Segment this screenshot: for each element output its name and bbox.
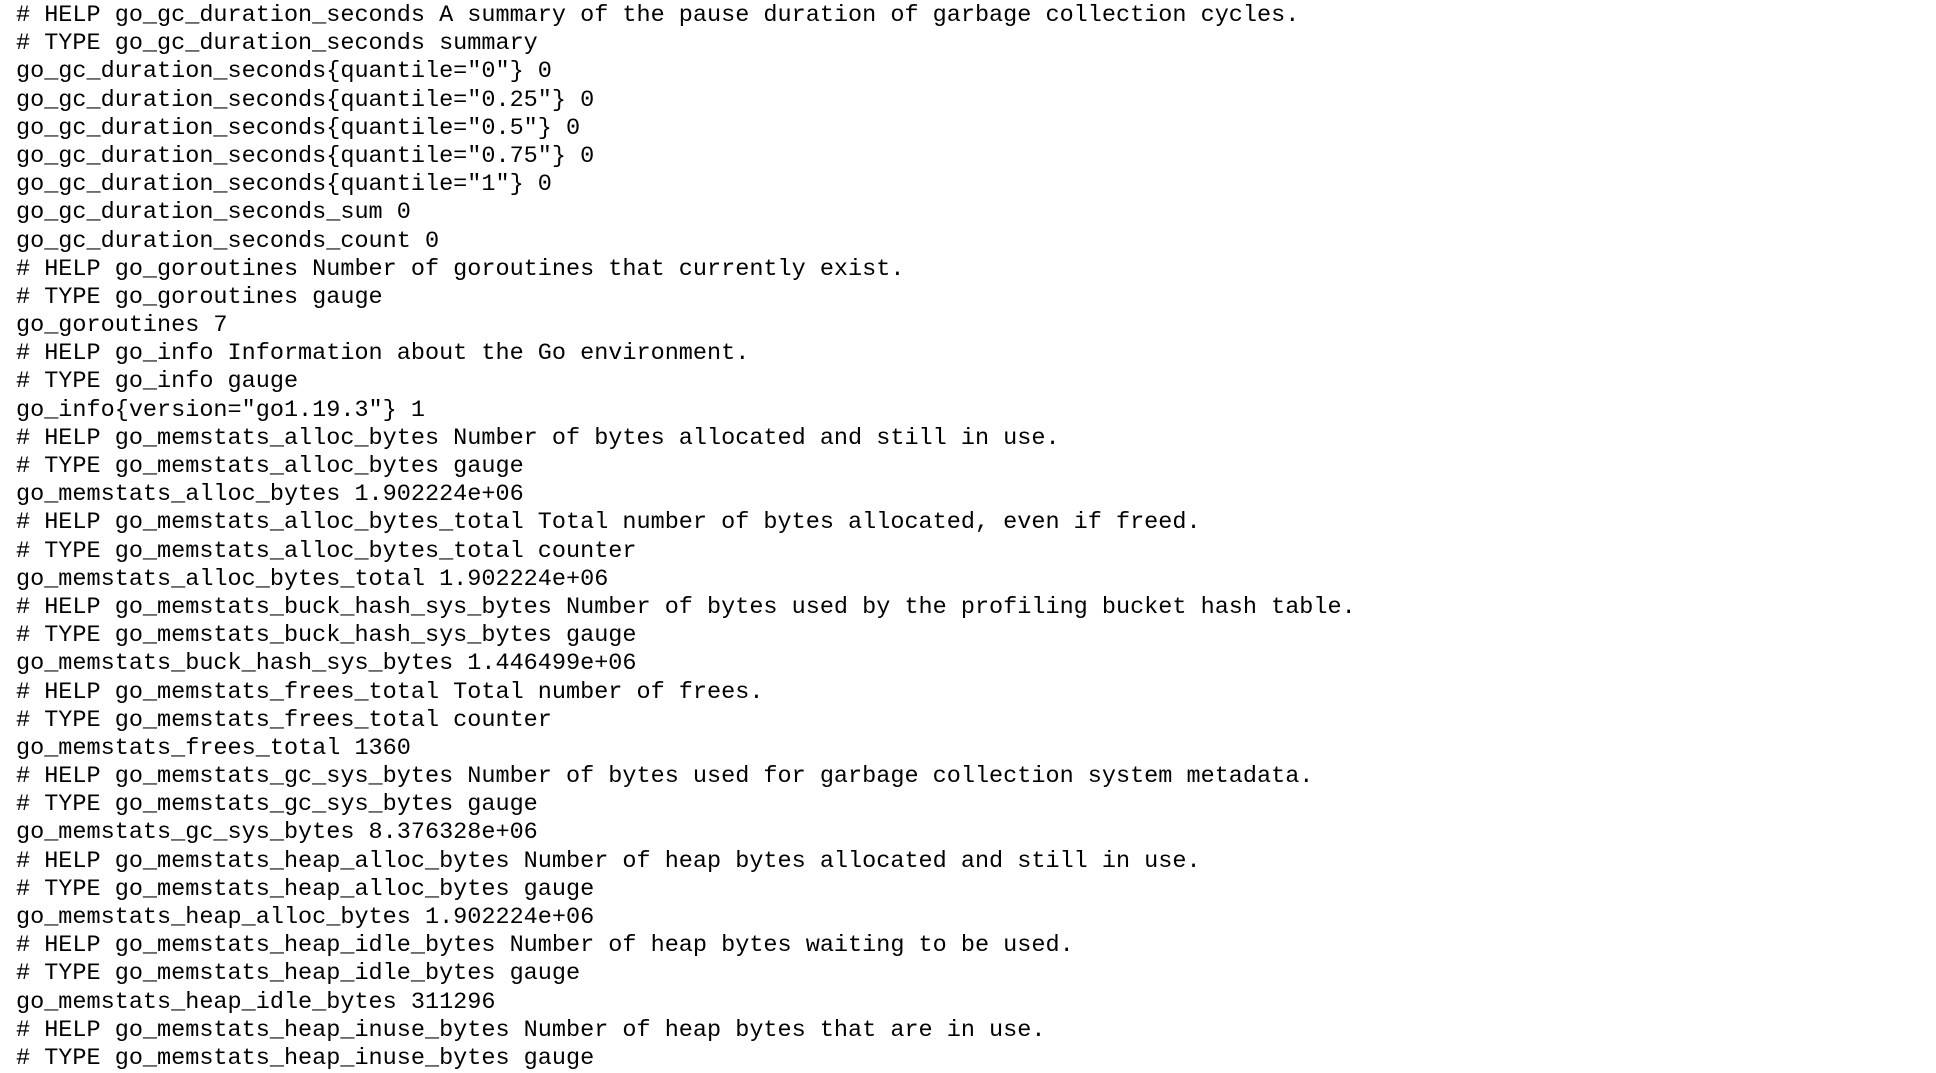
metrics-line: # TYPE go_memstats_heap_idle_bytes gauge — [16, 960, 581, 988]
metrics-line: go_gc_duration_seconds_sum 0 — [16, 199, 411, 227]
metrics-line: go_gc_duration_seconds{quantile="0.25"} 0 — [16, 86, 595, 114]
metrics-line: go_memstats_alloc_bytes_total 1.902224e+06 — [16, 565, 609, 593]
metrics-line: # HELP go_memstats_alloc_bytes_total Total number of bytes allocated, even if freed. — [16, 509, 1201, 537]
metrics-line: go_memstats_heap_alloc_bytes 1.902224e+06 — [16, 904, 595, 931]
metrics-line: # HELP go_memstats_gc_sys_bytes Number of bytes used for garbage collection system metadata. — [16, 763, 1314, 791]
metrics-line: # TYPE go_memstats_buck_hash_sys_bytes gauge — [16, 622, 637, 650]
metrics-line: # TYPE go_gc_duration_seconds summary — [16, 30, 538, 58]
metrics-line: go_goroutines 7 — [16, 312, 228, 340]
metrics-line: # HELP go_gc_duration_seconds A summary of the pause duration of garbage collection cycles. — [16, 2, 1300, 29]
metrics-line: # HELP go_memstats_heap_idle_bytes Number of heap bytes waiting to be used. — [16, 932, 1074, 960]
metrics-line: # TYPE go_memstats_heap_inuse_bytes gauge — [16, 1044, 595, 1072]
metrics-line: go_memstats_gc_sys_bytes 8.376328e+06 — [16, 819, 538, 847]
metrics-line: # TYPE go_memstats_heap_alloc_bytes gauge — [16, 875, 595, 903]
metrics-line: go_memstats_heap_idle_bytes 311296 — [16, 988, 496, 1016]
metrics-line: # TYPE go_memstats_alloc_bytes gauge — [16, 453, 524, 480]
metrics-line: go_memstats_buck_hash_sys_bytes 1.446499e+06 — [16, 650, 637, 678]
metrics-line: # TYPE go_info gauge — [16, 368, 299, 396]
metrics-line: go_gc_duration_seconds{quantile="1"} 0 — [16, 171, 552, 199]
metrics-line: # HELP go_goroutines Number of goroutines that currently exist. — [16, 255, 905, 283]
metrics-line: go_gc_duration_seconds{quantile="0"} 0 — [16, 58, 552, 86]
metrics-line: # HELP go_memstats_heap_inuse_bytes Number of heap bytes that are in use. — [16, 1016, 1046, 1044]
metrics-line: # HELP go_memstats_buck_hash_sys_bytes Number of bytes used by the profiling bucket hash table. — [16, 593, 1356, 621]
metrics-line: # TYPE go_memstats_alloc_bytes_total counter — [16, 537, 637, 565]
metrics-line: go_memstats_alloc_bytes 1.902224e+06 — [16, 481, 524, 509]
metrics-line: # TYPE go_memstats_frees_total counter — [16, 706, 552, 734]
metrics-line: # HELP go_memstats_alloc_bytes Number of bytes allocated and still in use. — [16, 424, 1060, 452]
metrics-line: go_memstats_frees_total 1360 — [16, 734, 411, 762]
metrics-line: # HELP go_memstats_heap_alloc_bytes Number of heap bytes allocated and still in use. — [16, 847, 1201, 875]
metrics-line: # HELP go_memstats_frees_total Total number of frees. — [16, 678, 764, 706]
metrics-line: go_gc_duration_seconds{quantile="0.75"} 0 — [16, 142, 595, 170]
metrics-line: go_info{version="go1.19.3"} 1 — [16, 396, 425, 424]
metrics-line: # TYPE go_memstats_gc_sys_bytes gauge — [16, 791, 538, 819]
metrics-line: # HELP go_info Information about the Go environment. — [16, 340, 750, 368]
metrics-line: go_gc_duration_seconds{quantile="0.5"} 0 — [16, 114, 581, 142]
metrics-line: go_gc_duration_seconds_count 0 — [16, 227, 440, 255]
metrics-line: # TYPE go_goroutines gauge — [16, 283, 383, 311]
